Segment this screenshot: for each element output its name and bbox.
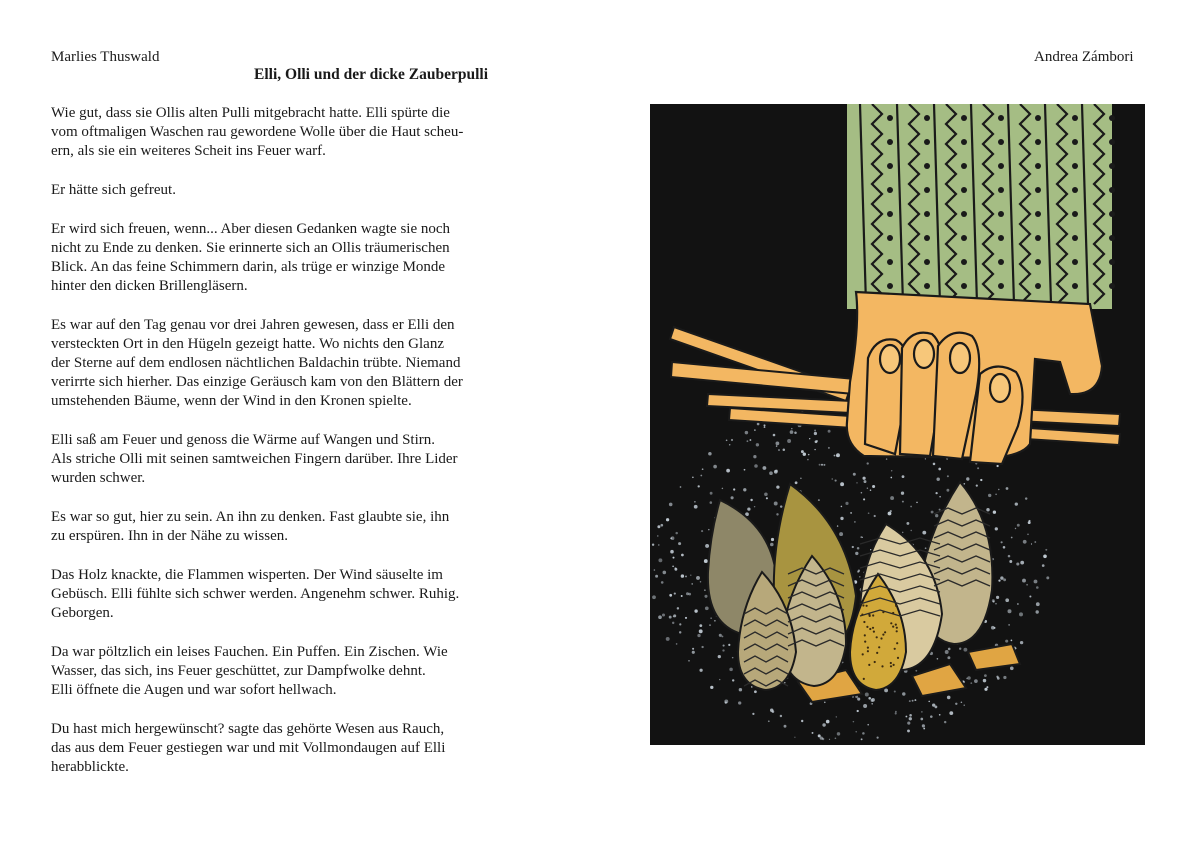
- story-line: Elli saß am Feuer und genoss die Wärme auf Wangen und Stirn.: [51, 432, 435, 448]
- illustration-art: [650, 104, 1145, 745]
- story-line: Du hast mich hergewünscht? sagte das gehörte Wesen aus Rauch,: [51, 721, 445, 737]
- story-line: der Sterne auf dem endlosen nächtlichen Baldachin trübte. Niemand: [51, 355, 461, 371]
- story-paragraph: [51, 181, 521, 200]
- story-line: Blick. An das feine Schimmern darin, als trüge er winzige Monde: [51, 259, 446, 275]
- sleeve: [847, 104, 1115, 309]
- story-paragraph: [51, 720, 521, 777]
- story-paragraph: [51, 643, 521, 700]
- story-paragraph: [51, 316, 521, 411]
- story-title: Elli, Olli und der dicke Zauberpulli: [254, 66, 488, 83]
- story-line: wurden schwer.: [51, 470, 146, 486]
- story-line: vom oftmaligen Waschen rau gewordene Wolle über die Haut scheu-: [51, 124, 464, 140]
- story-line: das aus dem Feuer gestiegen war und mit Vollmondaugen auf Elli: [51, 740, 446, 756]
- story-line: verirrte sich hierher. Das einzige Geräusch kam von den Blättern der: [51, 374, 463, 390]
- story-paragraph: [51, 220, 521, 296]
- author-right: Andrea Zámbori: [1034, 49, 1134, 65]
- story-line: herabblickte.: [51, 759, 129, 775]
- story-line: Er hätte sich gefreut.: [51, 182, 176, 198]
- story-line: zu erspüren. Ihn in der Nähe zu wissen.: [51, 528, 289, 544]
- story-line: nicht zu Ende zu denken. Sie erinnerte sich an Ollis träumerischen: [51, 240, 450, 256]
- story-paragraph: [51, 431, 521, 488]
- story-line: versteckten Ort in den Hügeln gezeigt hatte. Wo nichts den Glanz: [51, 336, 444, 352]
- story-line: Da war pöltzlich ein leises Fauchen. Ein Puffen. Ein Zischen. Wie: [51, 644, 448, 660]
- story-paragraph: [51, 566, 521, 623]
- story-paragraph: [51, 104, 521, 161]
- story-line: Gebüsch. Elli fühlte sich schwer werden. Angenehm schwer. Ruhig.: [51, 586, 460, 602]
- story-line: umstehenden Bäume, wenn der Wind in den Kronen spielte.: [51, 393, 412, 409]
- story-line: Geborgen.: [51, 605, 114, 621]
- story-line: Es war so gut, hier zu sein. An ihn zu denken. Fast glaubte sie, ihn: [51, 509, 450, 525]
- story-line: ern, als sie ein weiteres Scheit ins Feuer warf.: [51, 143, 326, 159]
- story-line: Wie gut, dass sie Ollis alten Pulli mitgebracht hatte. Elli spürte die: [51, 105, 450, 121]
- author-left: Marlies Thuswald: [51, 49, 160, 65]
- story-line: Das Holz knackte, die Flammen wisperten. Der Wind säuselte im: [51, 567, 443, 583]
- story-paragraph: [51, 508, 521, 546]
- story-line: hinter den dicken Brillengläsern.: [51, 278, 248, 294]
- story-line: Als striche Olli mit seinen samtweichen Fingern darüber. Ihre Lider: [51, 451, 458, 467]
- illustration: [650, 104, 1145, 745]
- story-text: [51, 104, 521, 797]
- story-line: Es war auf den Tag genau vor drei Jahren gewesen, dass er Elli den: [51, 317, 455, 333]
- story-line: Er wird sich freuen, wenn... Aber diesen Gedanken wagte sie noch: [51, 221, 451, 237]
- story-line: Elli öffnete die Augen und war sofort hellwach.: [51, 682, 337, 698]
- story-line: Wasser, das sich, ins Feuer geschüttet, zur Dampfwolke dehnt.: [51, 663, 426, 679]
